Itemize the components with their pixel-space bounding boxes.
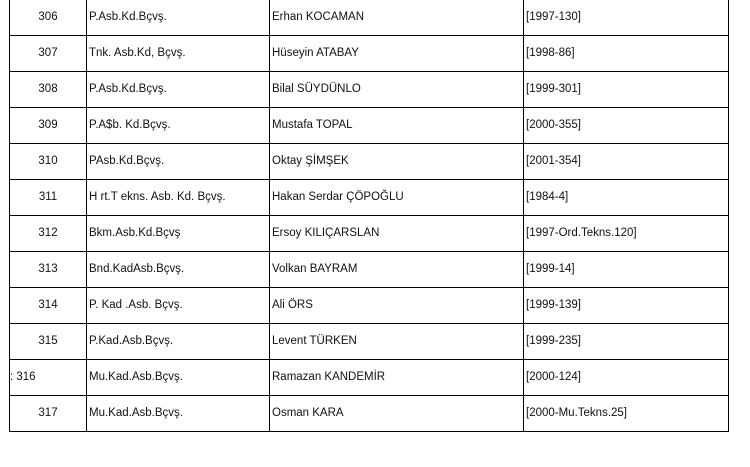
table-row bbox=[10, 324, 729, 360]
code-cell: [1997-Ord.Tekns.120] bbox=[524, 216, 729, 252]
row-number: 314 bbox=[10, 288, 87, 324]
rank-cell: P.Asb.Kd.Bçvş. bbox=[87, 72, 270, 108]
code-cell: [1998-86] bbox=[524, 36, 729, 72]
row-number: 306 bbox=[10, 0, 87, 36]
name-cell: Erhan KOCAMAN bbox=[270, 0, 524, 36]
code-cell: [2000-Mu.Tekns.25] bbox=[524, 396, 729, 432]
table-row bbox=[10, 216, 729, 252]
code-cell: [1984-4] bbox=[524, 180, 729, 216]
name-cell: Ramazan KANDEMİR bbox=[270, 360, 524, 396]
code-cell: [2001-354] bbox=[524, 144, 729, 180]
name-cell: Hakan Serdar ÇÖPOĞLU bbox=[270, 180, 524, 216]
code-cell: [1999-235] bbox=[524, 324, 729, 360]
rank-cell: P.Kad.Asb.Bçvş. bbox=[87, 324, 270, 360]
table-row bbox=[10, 180, 729, 216]
rank-cell: Bkm.Asb.Kd.Bçvş bbox=[87, 216, 270, 252]
table-row bbox=[10, 72, 729, 108]
rank-cell: P.Asb.Kd.Bçvş. bbox=[87, 0, 270, 36]
row-number: 308 bbox=[10, 72, 87, 108]
row-number: 310 bbox=[10, 144, 87, 180]
code-cell: [2000-124] bbox=[524, 360, 729, 396]
code-cell: [1999-14] bbox=[524, 252, 729, 288]
rank-cell: Bnd.KadAsb.Bçvş. bbox=[87, 252, 270, 288]
table-row bbox=[10, 144, 729, 180]
rank-cell: Mu.Kad.Asb.Bçvş. bbox=[87, 360, 270, 396]
personnel-table bbox=[9, 0, 729, 432]
table-row bbox=[10, 360, 729, 396]
rank-cell: P. Kad .Asb. Bçvş. bbox=[87, 288, 270, 324]
table-row bbox=[10, 396, 729, 432]
rank-cell: PAsb.Kd.Bçvş. bbox=[87, 144, 270, 180]
row-number: 309 bbox=[10, 108, 87, 144]
name-cell: Osman KARA bbox=[270, 396, 524, 432]
name-cell: Volkan BAYRAM bbox=[270, 252, 524, 288]
name-cell: Mustafa TOPAL bbox=[270, 108, 524, 144]
code-cell: [1997-130] bbox=[524, 0, 729, 36]
row-number: : 316 bbox=[10, 360, 87, 396]
row-number: 312 bbox=[10, 216, 87, 252]
row-number: 313 bbox=[10, 252, 87, 288]
table-row bbox=[10, 108, 729, 144]
table-row bbox=[10, 36, 729, 72]
code-cell: [2000-355] bbox=[524, 108, 729, 144]
rank-cell: P.A$b. Kd.Bçvş. bbox=[87, 108, 270, 144]
row-number: 311 bbox=[10, 180, 87, 216]
rank-cell: Mu.Kad.Asb.Bçvş. bbox=[87, 396, 270, 432]
row-number: 317 bbox=[10, 396, 87, 432]
rank-cell: Tnk. Asb.Kd, Bçvş. bbox=[87, 36, 270, 72]
name-cell: Oktay ŞİMŞEK bbox=[270, 144, 524, 180]
table-row bbox=[10, 252, 729, 288]
name-cell: Hüseyin ATABAY bbox=[270, 36, 524, 72]
row-number: 315 bbox=[10, 324, 87, 360]
name-cell: Bilal SÜYDÜNLO bbox=[270, 72, 524, 108]
name-cell: Ali ÖRS bbox=[270, 288, 524, 324]
code-cell: [1999-301] bbox=[524, 72, 729, 108]
name-cell: Levent TÜRKEN bbox=[270, 324, 524, 360]
row-number: 307 bbox=[10, 36, 87, 72]
table-row bbox=[10, 288, 729, 324]
code-cell: [1999-139] bbox=[524, 288, 729, 324]
name-cell: Ersoy KILIÇARSLAN bbox=[270, 216, 524, 252]
table-row bbox=[10, 0, 729, 36]
rank-cell: H rt.T ekns. Asb. Kd. Bçvş. bbox=[87, 180, 270, 216]
